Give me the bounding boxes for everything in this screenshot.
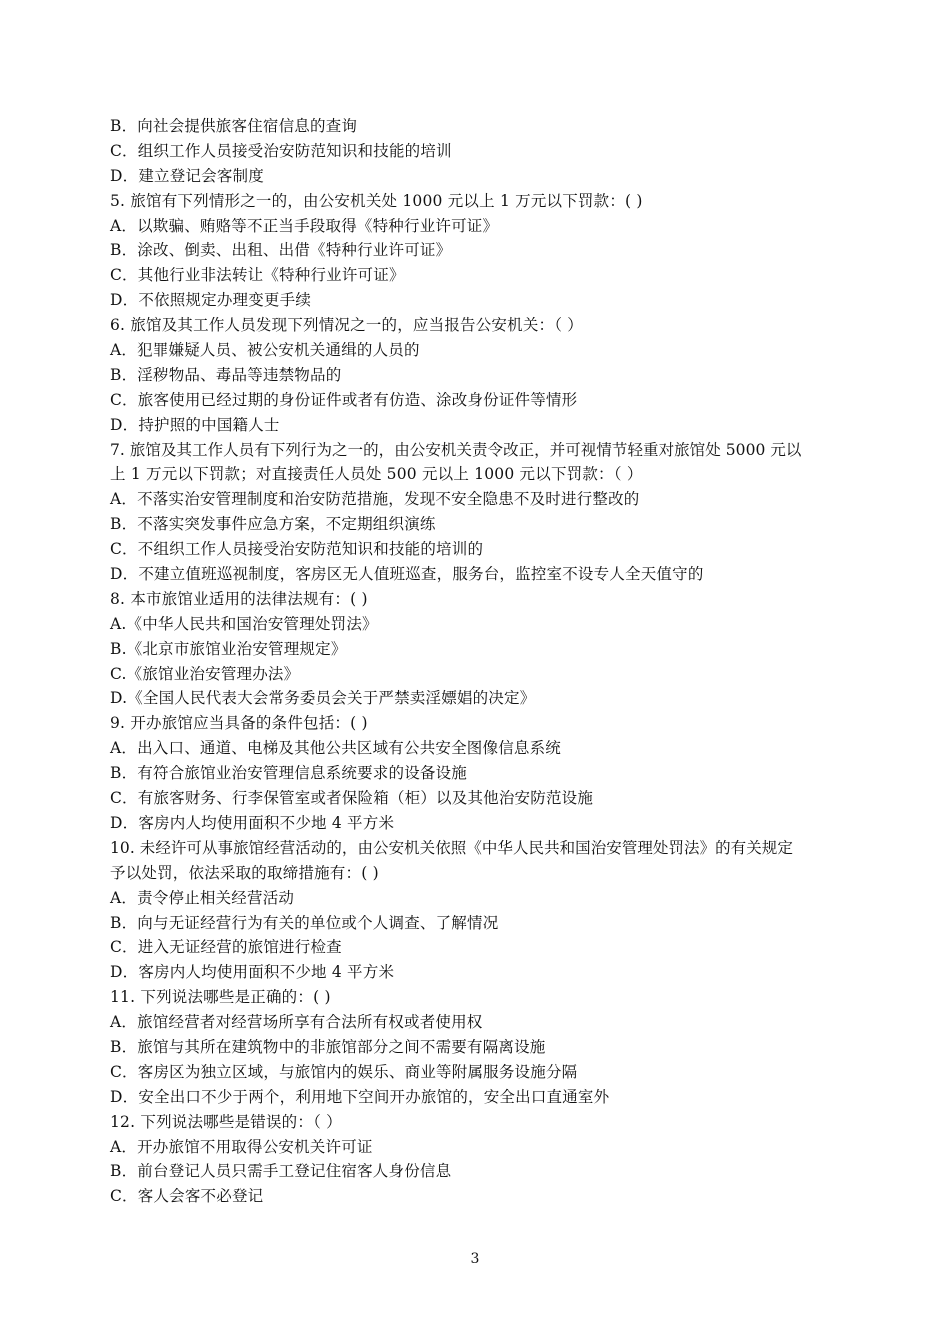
question-line: 8. 本市旅馆业适用的法律法规有：( ): [110, 589, 368, 608]
question-line: 9. 开办旅馆应当具备的条件包括：( ): [110, 714, 368, 733]
option-line: A．出入口、通道、电梯及其他公共区域有公共安全图像信息系统: [110, 739, 561, 758]
option-line: C.《旅馆业治安管理办法》: [110, 664, 300, 683]
option-line: A．犯罪嫌疑人员、被公安机关通缉的人员的: [110, 341, 420, 360]
page-number: 3: [470, 1251, 480, 1267]
question-line: 6. 旅馆及其工作人员发现下列情况之一的，应当报告公安机关：（ ）: [110, 316, 583, 335]
option-line: A．开办旅馆不用取得公安机关许可证: [110, 1137, 373, 1156]
question-line: 5. 旅馆有下列情形之一的，由公安机关处 1000 元以上 1 万元以下罚款：( ): [110, 191, 643, 210]
question-line: 12. 下列说法哪些是错误的：（ ）: [110, 1112, 342, 1131]
option-line: B．向与无证经营行为有关的单位或个人调查、了解情况: [110, 913, 499, 932]
option-line: A．旅馆经营者对经营场所享有合法所有权或者使用权: [110, 1013, 483, 1032]
question-line: 10. 未经许可从事旅馆经营活动的，由公安机关依照《中华人民共和国治安管理处罚法》的有关规定: [110, 838, 793, 857]
option-line: C．其他行业非法转让《特种行业许可证》: [110, 266, 405, 285]
option-line: D．持护照的中国籍人士: [110, 415, 280, 434]
option-line: C．客房区为独立区域，与旅馆内的娱乐、商业等附属服务设施分隔: [110, 1062, 578, 1081]
option-line: B．涂改、倒卖、出租、出借《特种行业许可证》: [110, 241, 452, 260]
option-line: C．组织工作人员接受治安防范知识和技能的培训: [110, 141, 452, 160]
option-line: B．不落实突发事件应急方案，不定期组织演练: [110, 515, 436, 534]
option-line: B．淫秽物品、毒品等违禁物品的: [110, 365, 342, 384]
option-line: D．不依照规定办理变更手续: [110, 291, 312, 310]
option-line: A．不落实治安管理制度和治安防范措施，发现不安全隐患不及时进行整改的: [110, 490, 640, 509]
option-line: C．客人会客不必登记: [110, 1187, 264, 1206]
option-line: B．前台登记人员只需手工登记住宿客人身份信息: [110, 1162, 452, 1181]
option-line: A.《中华人民共和国治安管理处罚法》: [110, 614, 378, 633]
option-line: A．责令停止相关经营活动: [110, 888, 295, 907]
option-line: C．旅客使用已经过期的身份证件或者有仿造、涂改身份证件等情形: [110, 390, 578, 409]
option-line: C．有旅客财务、行李保管室或者保险箱（柜）以及其他治安防范设施: [110, 789, 594, 808]
option-line: B.《北京市旅馆业治安管理规定》: [110, 639, 347, 658]
option-line: D．客房内人均使用面积不少地 4 平方米: [110, 813, 395, 832]
option-line: D.《全国人民代表大会常务委员会关于严禁卖淫嫖娼的决定》: [110, 689, 536, 708]
question-line-continued: 予以处罚，依法采取的取缔措施有：( ): [110, 863, 379, 882]
option-line: D．安全出口不少于两个，利用地下空间开办旅馆的，安全出口直通室外: [110, 1087, 610, 1106]
option-line: D．客房内人均使用面积不少地 4 平方米: [110, 963, 395, 982]
option-line: A．以欺骗、贿赂等不正当手段取得《特种行业许可证》: [110, 216, 499, 235]
option-line: B．向社会提供旅客住宿信息的查询: [110, 117, 358, 135]
question-line: 7. 旅馆及其工作人员有下列行为之一的，由公安机关责令改正，并可视情节轻重对旅馆处 5000 元以: [110, 440, 802, 459]
option-line: B．有符合旅馆业治安管理信息系统要求的设备设施: [110, 764, 467, 783]
option-line: C．进入无证经营的旅馆进行检查: [110, 938, 342, 957]
question-line-continued: 上 1 万元以下罚款；对直接责任人员处 500 元以上 1000 元以下罚款：（ ）: [110, 465, 643, 484]
option-line: C．不组织工作人员接受治安防范知识和技能的培训的: [110, 540, 484, 559]
question-line: 11. 下列说法哪些是正确的：( ): [110, 988, 331, 1007]
question-content: [110, 114, 845, 1209]
option-line: B．旅馆与其所在建筑物中的非旅馆部分之间不需要有隔离设施: [110, 1037, 546, 1056]
option-line: D．建立登记会客制度: [110, 166, 264, 185]
option-line: D．不建立值班巡视制度，客房区无人值班巡查，服务台，监控室不设专人全天值守的: [110, 565, 704, 584]
